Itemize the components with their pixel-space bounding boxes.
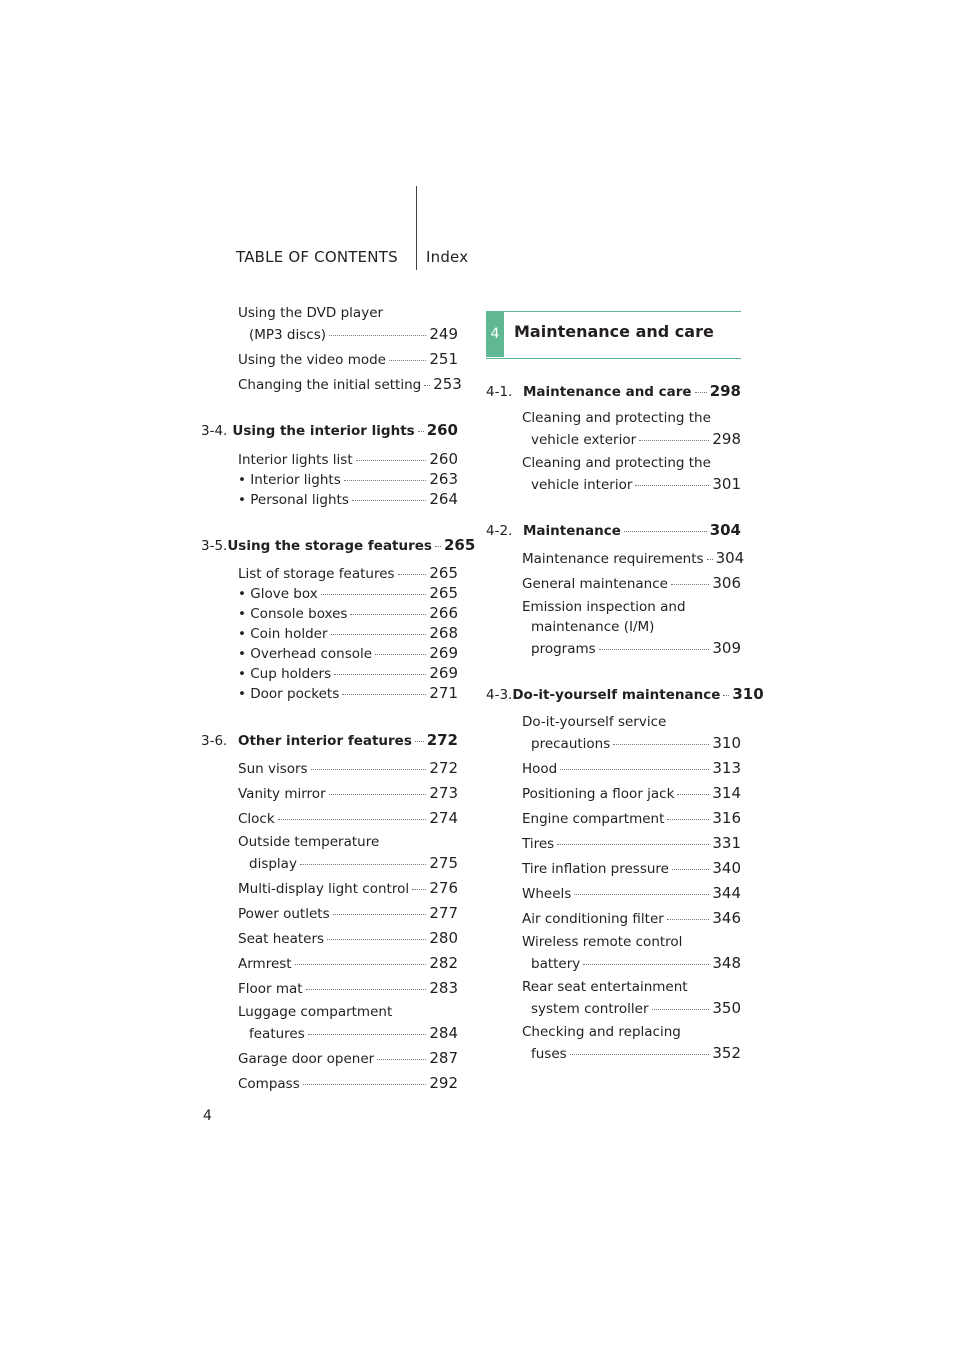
toc-entry-label: Tire inflation pressure <box>522 861 669 877</box>
chapter-number-tab: 4 <box>486 311 504 357</box>
toc-entry-label: Vanity mirror <box>238 786 326 802</box>
toc-entry-label: Hood <box>522 761 558 777</box>
toc-entry-page: 348 <box>712 954 741 972</box>
leader-dots <box>329 335 426 336</box>
leader-dots <box>295 964 427 965</box>
section-heading-4-2[interactable] <box>486 521 741 539</box>
toc-entry-page: 266 <box>429 604 458 622</box>
toc-entry[interactable] <box>522 884 741 902</box>
page-number: 4 <box>203 1108 212 1124</box>
toc-entry-label: features <box>249 1026 305 1042</box>
toc-entry[interactable] <box>522 430 741 448</box>
toc-entry-label[interactable]: maintenance (I/M) <box>531 619 655 635</box>
leader-dots <box>583 964 709 965</box>
leader-dots <box>300 864 426 865</box>
toc-entry-page: 350 <box>712 999 741 1017</box>
toc-entry-label: Seat heaters <box>238 931 325 947</box>
toc-entry[interactable] <box>238 1049 458 1067</box>
toc-entry-page: 282 <box>429 954 458 972</box>
toc-entry-page: 269 <box>429 644 458 662</box>
leader-dots <box>435 546 441 547</box>
toc-entry[interactable] <box>238 684 458 702</box>
toc-entry-label: (MP3 discs) <box>249 327 327 343</box>
section-title: Using the storage features <box>227 538 432 554</box>
leader-dots <box>574 894 709 895</box>
toc-entry-page: 292 <box>429 1074 458 1092</box>
section-heading-3-5[interactable] <box>201 536 476 554</box>
toc-entry-page: 304 <box>715 549 745 567</box>
toc-entry-label: precautions <box>531 736 611 752</box>
chapter-title[interactable]: Maintenance and care <box>514 322 714 341</box>
leader-dots <box>278 819 427 820</box>
toc-entry-page: 275 <box>429 854 458 872</box>
toc-entry-label: Positioning a floor jack <box>522 786 675 802</box>
leader-dots <box>707 559 713 560</box>
section-number: 4-2. <box>486 523 513 539</box>
section-title: Other interior features <box>238 733 412 749</box>
section-number: 4-3. <box>486 687 513 703</box>
section-number: 3-6. <box>201 733 228 749</box>
leader-dots <box>311 769 427 770</box>
toc-entry[interactable] <box>238 954 458 972</box>
toc-entry-label: Armrest <box>238 956 292 972</box>
toc-entry-page: 313 <box>712 759 741 777</box>
toc-entry[interactable] <box>522 834 741 852</box>
toc-entry-label: Clock <box>238 811 275 827</box>
toc-entry[interactable] <box>522 1044 741 1062</box>
leader-dots <box>352 500 426 501</box>
section-page: 304 <box>709 521 741 539</box>
leader-dots <box>344 480 427 481</box>
toc-entry[interactable] <box>238 644 458 662</box>
toc-entry[interactable] <box>522 574 741 592</box>
toc-entry-page: 265 <box>429 564 458 582</box>
leader-dots <box>624 531 707 532</box>
section-heading-4-1[interactable] <box>486 382 741 400</box>
toc-entry[interactable] <box>522 909 741 927</box>
toc-entry-label: General maintenance <box>522 576 668 592</box>
toc-entry-page: 249 <box>429 325 458 343</box>
toc-entry-page: 276 <box>429 879 458 897</box>
toc-entry[interactable] <box>522 475 741 493</box>
toc-entry-page: 352 <box>712 1044 741 1062</box>
toc-entry[interactable] <box>238 759 458 777</box>
toc-entry[interactable] <box>238 809 458 827</box>
toc-entry[interactable] <box>522 859 741 877</box>
leader-dots <box>327 939 426 940</box>
toc-entry[interactable] <box>522 639 741 657</box>
toc-entry-page: 251 <box>429 350 458 368</box>
toc-entry-label[interactable]: Do-it-yourself service <box>522 714 667 730</box>
toc-entry-label[interactable]: Emission inspection and <box>522 599 686 615</box>
leader-dots <box>667 919 710 920</box>
toc-entry[interactable] <box>522 549 745 567</box>
toc-entry-page: 344 <box>712 884 741 902</box>
section-title: Maintenance and care <box>523 384 692 400</box>
toc-entry-label[interactable]: Wireless remote control <box>522 934 683 950</box>
leader-dots <box>412 889 426 890</box>
toc-entry-label[interactable]: Rear seat entertainment <box>522 979 688 995</box>
toc-entry[interactable] <box>238 470 458 488</box>
toc-entry-page: 283 <box>429 979 458 997</box>
leader-dots <box>342 694 426 695</box>
toc-entry-label: Multi-display light control <box>238 881 410 897</box>
section-heading-3-4[interactable] <box>201 421 458 439</box>
leader-dots <box>418 431 424 432</box>
leader-dots <box>557 844 709 845</box>
section-page: 310 <box>732 685 764 703</box>
toc-entry-label[interactable]: Using the DVD player <box>238 305 384 321</box>
toc-entry[interactable] <box>238 784 458 802</box>
toc-entry-label[interactable]: Cleaning and protecting the <box>522 455 711 471</box>
leader-dots <box>331 634 427 635</box>
section-page: 260 <box>426 421 458 439</box>
toc-entry[interactable] <box>238 564 458 582</box>
toc-entry-page: 284 <box>429 1024 458 1042</box>
toc-entry-page: 316 <box>712 809 741 827</box>
toc-entry-page: 277 <box>429 904 458 922</box>
leader-dots <box>613 744 709 745</box>
toc-entry-label[interactable]: Outside temperature <box>238 834 380 850</box>
toc-entry-label: battery <box>531 956 581 972</box>
toc-entry-label: Garage door opener <box>238 1051 375 1067</box>
toc-entry-label: List of storage features <box>238 566 395 582</box>
toc-entry-page: 346 <box>712 909 741 927</box>
toc-entry-label: • Door pockets <box>238 686 340 702</box>
toc-entry[interactable] <box>238 1024 458 1042</box>
toc-entry-label: Changing the initial setting <box>238 377 422 393</box>
index-link[interactable]: Index <box>426 248 469 266</box>
toc-entry-label: Tires <box>522 836 555 852</box>
toc-entry[interactable] <box>238 450 458 468</box>
toc-entry[interactable] <box>238 854 458 872</box>
leader-dots <box>350 614 426 615</box>
toc-entry-label: • Overhead console <box>238 646 373 662</box>
toc-entry-page: 306 <box>712 574 741 592</box>
section-title: Maintenance <box>523 523 621 539</box>
toc-entry[interactable] <box>238 664 458 682</box>
leader-dots <box>672 869 709 870</box>
toc-entry[interactable] <box>238 879 458 897</box>
toc-entry-page: 331 <box>712 834 741 852</box>
leader-dots <box>321 594 427 595</box>
leader-dots <box>329 794 427 795</box>
leader-dots <box>398 574 427 575</box>
toc-entry-label[interactable]: Luggage compartment <box>238 1004 393 1020</box>
section-page: 298 <box>709 382 741 400</box>
toc-entry-page: 263 <box>429 470 458 488</box>
toc-entry-label: Floor mat <box>238 981 303 997</box>
section-heading-4-3[interactable] <box>486 685 764 703</box>
toc-entry-label: Interior lights list <box>238 452 353 468</box>
toc-entry-label[interactable]: Checking and replacing <box>522 1024 681 1040</box>
leader-dots <box>667 819 709 820</box>
section-page: 272 <box>426 731 458 749</box>
toc-entry[interactable] <box>238 490 458 508</box>
leader-dots <box>570 1054 710 1055</box>
leader-dots <box>334 674 426 675</box>
toc-entry[interactable] <box>238 375 462 393</box>
leader-dots <box>377 1059 426 1060</box>
toc-entry-label: • Console boxes <box>238 606 348 622</box>
leader-dots <box>635 485 709 486</box>
toc-entry[interactable] <box>238 325 458 343</box>
leader-dots <box>695 392 707 393</box>
leader-dots <box>677 794 709 795</box>
toc-entry[interactable] <box>522 809 741 827</box>
toc-entry-label: • Coin holder <box>238 626 328 642</box>
toc-entry-page: 309 <box>712 639 741 657</box>
toc-entry[interactable] <box>238 1074 458 1092</box>
toc-entry-label: • Cup holders <box>238 666 332 682</box>
toc-entry-label: Using the video mode <box>238 352 386 368</box>
toc-entry-label: Engine compartment <box>522 811 665 827</box>
toc-entry-page: 314 <box>712 784 741 802</box>
leader-dots <box>356 460 427 461</box>
toc-entry-label: • Personal lights <box>238 492 349 508</box>
toc-entry[interactable] <box>238 904 458 922</box>
toc-entry-page: 264 <box>429 490 458 508</box>
header-divider <box>416 186 417 270</box>
leader-dots <box>308 1034 427 1035</box>
toc-entry-page: 265 <box>429 584 458 602</box>
table-of-contents-link[interactable]: TABLE OF CONTENTS <box>236 248 398 266</box>
toc-entry[interactable] <box>238 350 458 368</box>
section-title: Using the interior lights <box>232 423 415 439</box>
toc-entry-label: • Glove box <box>238 586 318 602</box>
toc-entry-page: 253 <box>433 375 462 393</box>
leader-dots <box>723 695 729 696</box>
leader-dots <box>375 654 426 655</box>
toc-entry-label: Power outlets <box>238 906 330 922</box>
leader-dots <box>560 769 709 770</box>
leader-dots <box>671 584 709 585</box>
toc-entry-page: 271 <box>429 684 458 702</box>
toc-entry-label: Maintenance requirements <box>522 551 704 567</box>
toc-entry-page: 280 <box>429 929 458 947</box>
toc-entry[interactable] <box>522 734 741 752</box>
leader-dots <box>639 440 709 441</box>
toc-entry-page: 298 <box>712 430 741 448</box>
toc-entry-label[interactable]: Cleaning and protecting the <box>522 410 711 426</box>
leader-dots <box>599 649 710 650</box>
section-number: 3-4. <box>201 423 228 439</box>
toc-entry-page: 272 <box>429 759 458 777</box>
section-page: 265 <box>443 536 476 554</box>
toc-entry-label: Compass <box>238 1076 300 1092</box>
toc-entry-page: 269 <box>429 664 458 682</box>
leader-dots <box>389 360 426 361</box>
toc-entry[interactable] <box>522 954 741 972</box>
toc-entry[interactable] <box>238 979 458 997</box>
toc-entry-label: programs <box>531 641 596 657</box>
toc-entry-page: 268 <box>429 624 458 642</box>
toc-entry-label: Sun visors <box>238 761 308 777</box>
leader-dots <box>303 1084 427 1085</box>
section-number: 4-1. <box>486 384 513 400</box>
toc-entry-label: vehicle exterior <box>531 432 637 448</box>
toc-entry-label: display <box>249 856 297 872</box>
section-title: Do-it-yourself maintenance <box>512 687 721 703</box>
leader-dots <box>652 1009 710 1010</box>
toc-entry[interactable] <box>238 929 458 947</box>
toc-entry-page: 273 <box>429 784 458 802</box>
toc-entry-label: • Interior lights <box>238 472 341 488</box>
toc-entry-page: 260 <box>429 450 458 468</box>
toc-entry-page: 301 <box>712 475 741 493</box>
toc-entry[interactable] <box>522 999 741 1017</box>
toc-entry-page: 287 <box>429 1049 458 1067</box>
toc-entry-label: Wheels <box>522 886 572 902</box>
toc-entry-label: fuses <box>531 1046 567 1062</box>
toc-entry[interactable] <box>238 604 458 622</box>
toc-entry-page: 340 <box>712 859 741 877</box>
leader-dots <box>306 989 427 990</box>
toc-entry[interactable] <box>238 624 458 642</box>
leader-dots <box>415 741 424 742</box>
leader-dots <box>333 914 427 915</box>
leader-dots <box>424 385 430 386</box>
toc-entry-label: Air conditioning filter <box>522 911 664 927</box>
toc-entry-label: system controller <box>531 1001 649 1017</box>
toc-entry-label: vehicle interior <box>531 477 633 493</box>
toc-entry-page: 310 <box>712 734 741 752</box>
toc-entry[interactable] <box>238 584 458 602</box>
toc-entry-page: 274 <box>429 809 458 827</box>
toc-entry[interactable] <box>522 759 741 777</box>
section-heading-3-6[interactable] <box>201 731 458 749</box>
section-number: 3-5. <box>201 538 228 554</box>
toc-entry[interactable] <box>522 784 741 802</box>
